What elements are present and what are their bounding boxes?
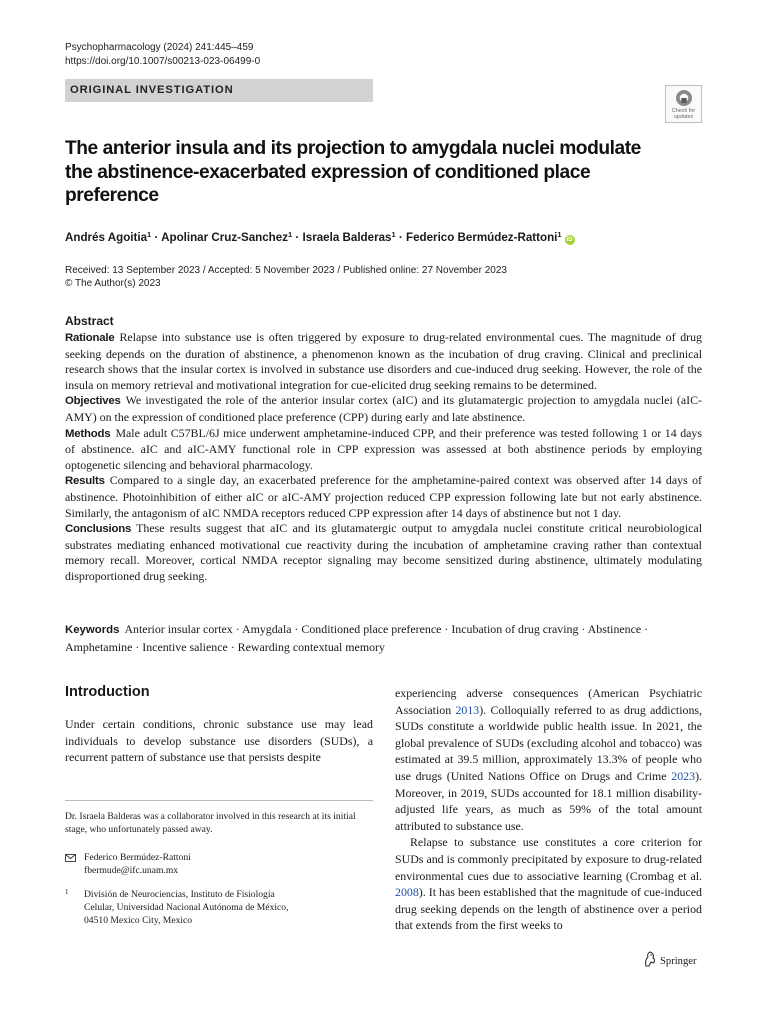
springer-horse-icon	[643, 951, 657, 967]
check-for-updates-label: Check for updates	[671, 108, 696, 120]
abstract-text: These results suggest that aIC and its glutamatergic output to amygdala nuclei constitute critical neurobiological substrates mediating enhanced motivational cue reactivity during the incubation of amphetamine craving rather than contextual memory recall. Moreover, cortical NMDA receptor signaling may become sensitized during abstinence, ultimately modulating disproportioned drug seeking.	[65, 521, 702, 583]
publisher-name: Springer	[660, 956, 697, 967]
check-for-updates-icon	[675, 89, 693, 107]
introduction-left-column	[65, 716, 373, 766]
author-name[interactable]: Andrés Agoitia	[65, 231, 148, 244]
affiliation-mark: 1	[557, 230, 562, 239]
affiliation	[65, 888, 365, 928]
introduction-heading: Introduction	[65, 684, 150, 700]
doi-link[interactable]: https://doi.org/10.1007/s00213-023-06499-0	[65, 56, 261, 67]
journal-header	[65, 41, 260, 69]
paragraph-text: Relapse to substance use constitutes a core criterion for SUDs and is commonly precipitated by exposure to drug-related environmental cues due to associative learning (Crombag et al.	[395, 835, 702, 883]
abstract-objectives	[65, 393, 702, 425]
affiliation-line: División de Neurociencias, Instituto de Fisiología	[84, 889, 275, 900]
introduction-paragraph	[395, 834, 702, 934]
citation-link[interactable]: 2023	[671, 768, 696, 783]
orcid-icon[interactable]: iD	[566, 237, 573, 243]
abstract-heading: Abstract	[65, 314, 114, 328]
abstract-text: We investigated the role of the anterior insular cortex (aIC) and its glutamatergic projection to amygdala nuclei (aIC-AMY) on the expression of conditioned place preference (CPP) during early and late abstinence.	[65, 393, 702, 424]
affiliation-mark: 1	[288, 230, 293, 239]
publication-dates	[65, 264, 507, 290]
journal-citation: Psychopharmacology (2024) 241:445–459	[65, 42, 254, 53]
publication-history: Received: 13 September 2023 / Accepted: 5 November 2023 / Published online: 27 November 2023	[65, 265, 507, 276]
check-for-updates-badge[interactable]	[665, 85, 702, 123]
abstract-conclusions	[65, 521, 702, 584]
abstract-methods	[65, 426, 702, 474]
keywords-label: Keywords	[65, 624, 120, 636]
correspondence	[65, 851, 365, 877]
affiliation-number: 1	[65, 888, 69, 896]
citation-link[interactable]: 2008	[395, 885, 419, 900]
affiliation-mark: 1	[391, 230, 396, 239]
introduction-paragraph: Under certain conditions, chronic substance use may lead individuals to develop substance use disorders (SUDs), a recurrent pattern of substance use that persists despite	[65, 717, 373, 765]
footnote-divider	[65, 800, 373, 801]
paragraph-text: ). It has been established that the magnitude of cue-induced drug seeking depends on the length of abstinence over a period that extends from the first weeks to	[395, 885, 702, 933]
author-separator: ·	[398, 231, 403, 244]
correspondence-email[interactable]: fbermude@ifc.unam.mx	[84, 865, 179, 877]
envelope-icon	[65, 854, 76, 862]
introduction-right-column	[395, 685, 702, 934]
author-list	[65, 227, 575, 245]
footnote-note: Dr. Israela Balderas was a collaborator involved in this research at its initial stage, who unfortunately passed away.	[65, 811, 356, 836]
abstract-label: Results	[65, 475, 105, 488]
author-separator: ·	[295, 231, 300, 244]
abstract-label: Conclusions	[65, 523, 132, 536]
abstract-text: Relapse into substance use is often triggered by exposure to drug-related environmental cues. The magnitude of drug seeking depends on the duration of abstinence, a phenomenon known as the incubation of drug craving. Clinical and preclinical research shows that the insular cortex is involved in substance use disorders and cue-induced drug seeking. However, the role of the insula on memory retrieval and motivational integration for cue-elicited drug seeking remains to be determined.	[65, 330, 702, 392]
author-name[interactable]: Federico Bermúdez-Rattoni	[406, 231, 558, 244]
abstract-label: Rationale	[65, 332, 115, 344]
introduction-paragraph	[395, 685, 702, 834]
abstract-label: Objectives	[65, 395, 121, 408]
correspondence-name: Federico Bermúdez-Rattoni	[84, 852, 191, 863]
article-type-banner: ORIGINAL INVESTIGATION	[65, 79, 373, 102]
affiliation-line: Celular, Universidad Nacional Autónoma de México,	[84, 902, 289, 914]
abstract-rationale	[65, 330, 702, 393]
author-name[interactable]: Apolinar Cruz-Sanchez	[161, 231, 289, 244]
affiliation-line: 04510 Mexico City, Mexico	[84, 915, 193, 927]
article-title: The anterior insula and its projection to amygdala nuclei modulate the abstinence-exacerbated expression of conditioned place preference	[65, 138, 641, 206]
abstract-text: Male adult C57BL/6J mice underwent amphetamine-induced CPP, and their preference was tested following 1 or 14 days of abstinence. aIC and aIC-AMY functional role in CPP expression was assessed at both abstinence periods by employing optogenetic silencing and behavioral pharmacology.	[65, 425, 702, 472]
keywords	[65, 621, 702, 655]
keywords-text: Anterior insular cortex · Amygdala · Conditioned place preference · Incubation of drug craving · Abstinence · Amphetamine · Incentive salience · Rewarding contextual memory	[65, 622, 649, 654]
paragraph-text: ). Moreover, in 2019, SUDs accounted for 18.1 million disability-adjusted life years, as much as 59% of the total amount attributed to substance use.	[395, 768, 702, 833]
author-name[interactable]: Israela Balderas	[302, 231, 392, 244]
paragraph-text: experiencing adverse consequences (American Psychiatric Association	[395, 686, 702, 717]
abstract	[65, 314, 702, 585]
publisher-logo	[643, 951, 696, 970]
citation-link[interactable]: 2013	[455, 702, 480, 717]
abstract-results	[65, 473, 702, 521]
copyright-line: © The Author(s) 2023	[65, 278, 161, 289]
paragraph-text: ). Colloquially referred to as drug addictions, SUDs constitute a worldwide public health issue. In 2021, the global prevalence of SUDs (excluding alcohol and tobacco) was estimated at 39.5 million, approximately 13.3% of people who use drugs (United Nations Office on Drugs and Crime	[395, 702, 702, 783]
abstract-text: Compared to a single day, an exacerbated preference for the amphetamine-paired context was observed after 14 days of abstinence. Photoinhibition of either aIC or aIC-AMY projection reduced CPP expression following late but not early abstinence. Similarly, the antagonism of aIC NMDA receptors reduced CPP expression after 14 days of abstinence but not 1 day.	[65, 473, 702, 520]
author-separator: ·	[154, 231, 159, 244]
abstract-label: Methods	[65, 427, 111, 440]
affiliation-mark: 1	[147, 230, 152, 239]
